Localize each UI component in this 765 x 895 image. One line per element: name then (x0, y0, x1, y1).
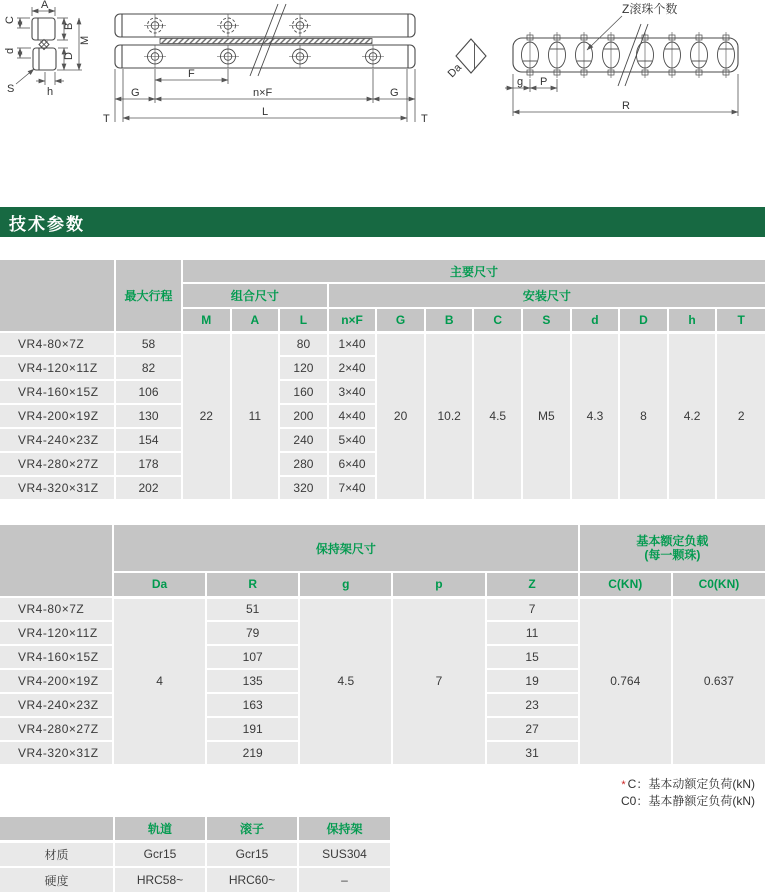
value-cell-L: 320 (279, 476, 328, 500)
row-label-hardness: 硬度 (0, 867, 114, 893)
stroke-cell: 130 (115, 404, 182, 428)
value-cell-nxF: 3×40 (328, 380, 377, 404)
value-cell: – (298, 867, 390, 893)
value-cell-R: 79 (206, 621, 299, 645)
dim-label-d: d (4, 47, 16, 54)
value-cell-C: 0.764 (579, 597, 672, 765)
load-header-line2: (每一颗珠) (644, 548, 701, 562)
footnote-C: * C：基本动额定负荷(kN) (621, 777, 755, 791)
value-cell: HRC60~ (206, 867, 298, 893)
stroke-cell: 106 (115, 380, 182, 404)
value-cell-C: 4.5 (473, 332, 522, 500)
col-header-Da: Da (113, 572, 206, 597)
value-cell: SUS304 (298, 841, 390, 867)
col-header-S: S (522, 308, 571, 332)
model-cell: VR4-120×11Z (0, 621, 113, 645)
table-cage-dimensions (0, 523, 765, 766)
value-cell-L: 80 (279, 332, 328, 356)
value-cell-R: 135 (206, 669, 299, 693)
value-cell-L: 160 (279, 380, 328, 404)
col-header-G: G (376, 308, 425, 332)
model-cell: VR4-200×19Z (0, 669, 113, 693)
model-cell: VR4-280×27Z (0, 452, 115, 476)
model-cell: VR4-120×11Z (0, 356, 115, 380)
cross-section-drawing (4, 0, 91, 98)
value-cell-R: 191 (206, 717, 299, 741)
technical-drawing (0, 0, 765, 200)
table-main-dimensions (0, 258, 765, 501)
col-header-C-KN: C(KN) (579, 572, 672, 597)
model-cell: VR4-320×31Z (0, 741, 113, 765)
dim-label-D: D (63, 52, 75, 60)
col-header-A: A (231, 308, 280, 332)
section-title: 技术参数 (9, 214, 85, 234)
table-row (0, 597, 765, 621)
col-header-g: g (299, 572, 392, 597)
stroke-cell: 154 (115, 428, 182, 452)
col-header-nxF: n×F (328, 308, 377, 332)
value-cell-Z: 7 (486, 597, 579, 621)
value-cell-nxF: 7×40 (328, 476, 377, 500)
model-cell: VR4-280×27Z (0, 717, 113, 741)
model-cell: VR4-160×15Z (0, 645, 113, 669)
dim-label-P: P (540, 76, 548, 88)
value-cell: Gcr15 (114, 841, 206, 867)
footnote-asterisk: * (621, 779, 626, 791)
ball-count-label: Z滚珠个数 (622, 2, 678, 16)
value-cell-nxF: 2×40 (328, 356, 377, 380)
value-cell-d: 4.3 (571, 332, 620, 500)
stroke-cell: 178 (115, 452, 182, 476)
value-cell-M: 22 (182, 332, 231, 500)
footnote-C0: C0：基本静额定负荷(kN) (621, 794, 755, 808)
model-cell: VR4-160×15Z (0, 380, 115, 404)
row-label-material: 材质 (0, 841, 114, 867)
value-cell-B: 10.2 (425, 332, 474, 500)
dim-label-T-right: T (421, 113, 428, 125)
value-cell-R: 163 (206, 693, 299, 717)
value-cell-nxF: 6×40 (328, 452, 377, 476)
col-header-p: p (392, 572, 485, 597)
dim-label-L: L (262, 106, 269, 118)
value-cell-nxF: 5×40 (328, 428, 377, 452)
value-cell: Gcr15 (206, 841, 298, 867)
value-cell-Da: 4 (113, 597, 206, 765)
stroke-cell: 58 (115, 332, 182, 356)
col-header-rail: 轨道 (114, 816, 206, 841)
ball-cage-drawing (446, 1, 738, 116)
value-cell-nxF: 1×40 (328, 332, 377, 356)
value-cell-Z: 11 (486, 621, 579, 645)
dim-label-A: A (41, 0, 49, 11)
value-cell-R: 51 (206, 597, 299, 621)
value-cell-L: 120 (279, 356, 328, 380)
col-header-h: h (668, 308, 717, 332)
dim-label-B: B (63, 22, 75, 30)
model-cell: VR4-200×19Z (0, 404, 115, 428)
value-cell-Z: 27 (486, 717, 579, 741)
dim-label-nxF: n×F (253, 87, 273, 99)
section-title-bar (0, 207, 765, 237)
value-cell-L: 240 (279, 428, 328, 452)
table-row (0, 332, 765, 356)
value-cell-h: 4.2 (668, 332, 717, 500)
value-cell-Z: 23 (486, 693, 579, 717)
table-materials (0, 815, 390, 894)
col-header-roller: 滚子 (206, 816, 298, 841)
value-cell-S: M5 (522, 332, 571, 500)
table-row (0, 841, 390, 867)
dim-label-F: F (188, 68, 195, 80)
model-cell: VR4-240×23Z (0, 693, 113, 717)
model-cell: VR4-320×31Z (0, 476, 115, 500)
table-row (0, 867, 390, 893)
dim-label-Da: Da (445, 61, 465, 81)
value-cell-R: 219 (206, 741, 299, 765)
col-header-L: L (279, 308, 328, 332)
combo-dims-header: 组合尺寸 (182, 283, 328, 308)
dim-label-S: S (7, 83, 15, 95)
col-header-B: B (425, 308, 474, 332)
col-header-C: C (473, 308, 522, 332)
value-cell-L: 280 (279, 452, 328, 476)
value-cell-p: 7 (392, 597, 485, 765)
cage-dims-header: 保持架尺寸 (113, 524, 579, 572)
install-dims-header: 安装尺寸 (328, 283, 765, 308)
value-cell-R: 107 (206, 645, 299, 669)
dim-label-h: h (47, 86, 54, 98)
value-cell-A: 11 (231, 332, 280, 500)
col-header-Z: Z (486, 572, 579, 597)
value-cell-T: 2 (716, 332, 765, 500)
dim-label-M: M (79, 35, 91, 45)
model-cell: VR4-80×7Z (0, 332, 115, 356)
value-cell-g: 4.5 (299, 597, 392, 765)
rail-plan-drawing (103, 4, 428, 125)
dim-label-G-left: G (131, 87, 140, 99)
col-header-cage: 保持架 (298, 816, 390, 841)
model-column-header (0, 524, 113, 597)
col-header-C0-KN: C0(KN) (672, 572, 765, 597)
main-dims-header: 主要尺寸 (182, 259, 765, 283)
model-cell: VR4-80×7Z (0, 597, 113, 621)
stroke-cell: 202 (115, 476, 182, 500)
value-cell-nxF: 4×40 (328, 404, 377, 428)
value-cell-G: 20 (376, 332, 425, 500)
dim-label-G-right: G (390, 87, 399, 99)
model-column-header (0, 259, 115, 332)
materials-blank-header (0, 816, 114, 841)
dim-label-C: C (4, 16, 16, 24)
model-cell: VR4-240×23Z (0, 428, 115, 452)
max-stroke-header: 最大行程 (115, 259, 182, 332)
dim-label-g: g (517, 76, 524, 88)
col-header-M: M (182, 308, 231, 332)
dim-label-R: R (622, 100, 630, 112)
footnotes (621, 776, 755, 809)
load-header (579, 524, 765, 572)
value-cell-Z: 15 (486, 645, 579, 669)
col-header-T: T (716, 308, 765, 332)
value-cell: HRC58~ (114, 867, 206, 893)
value-cell-C0: 0.637 (672, 597, 765, 765)
value-cell-L: 200 (279, 404, 328, 428)
value-cell-D: 8 (619, 332, 668, 500)
value-cell-Z: 19 (486, 669, 579, 693)
col-header-R: R (206, 572, 299, 597)
dim-label-T-left: T (103, 113, 110, 125)
col-header-D: D (619, 308, 668, 332)
value-cell-Z: 31 (486, 741, 579, 765)
stroke-cell: 82 (115, 356, 182, 380)
col-header-d: d (571, 308, 620, 332)
load-header-line1: 基本额定负载 (636, 534, 709, 548)
